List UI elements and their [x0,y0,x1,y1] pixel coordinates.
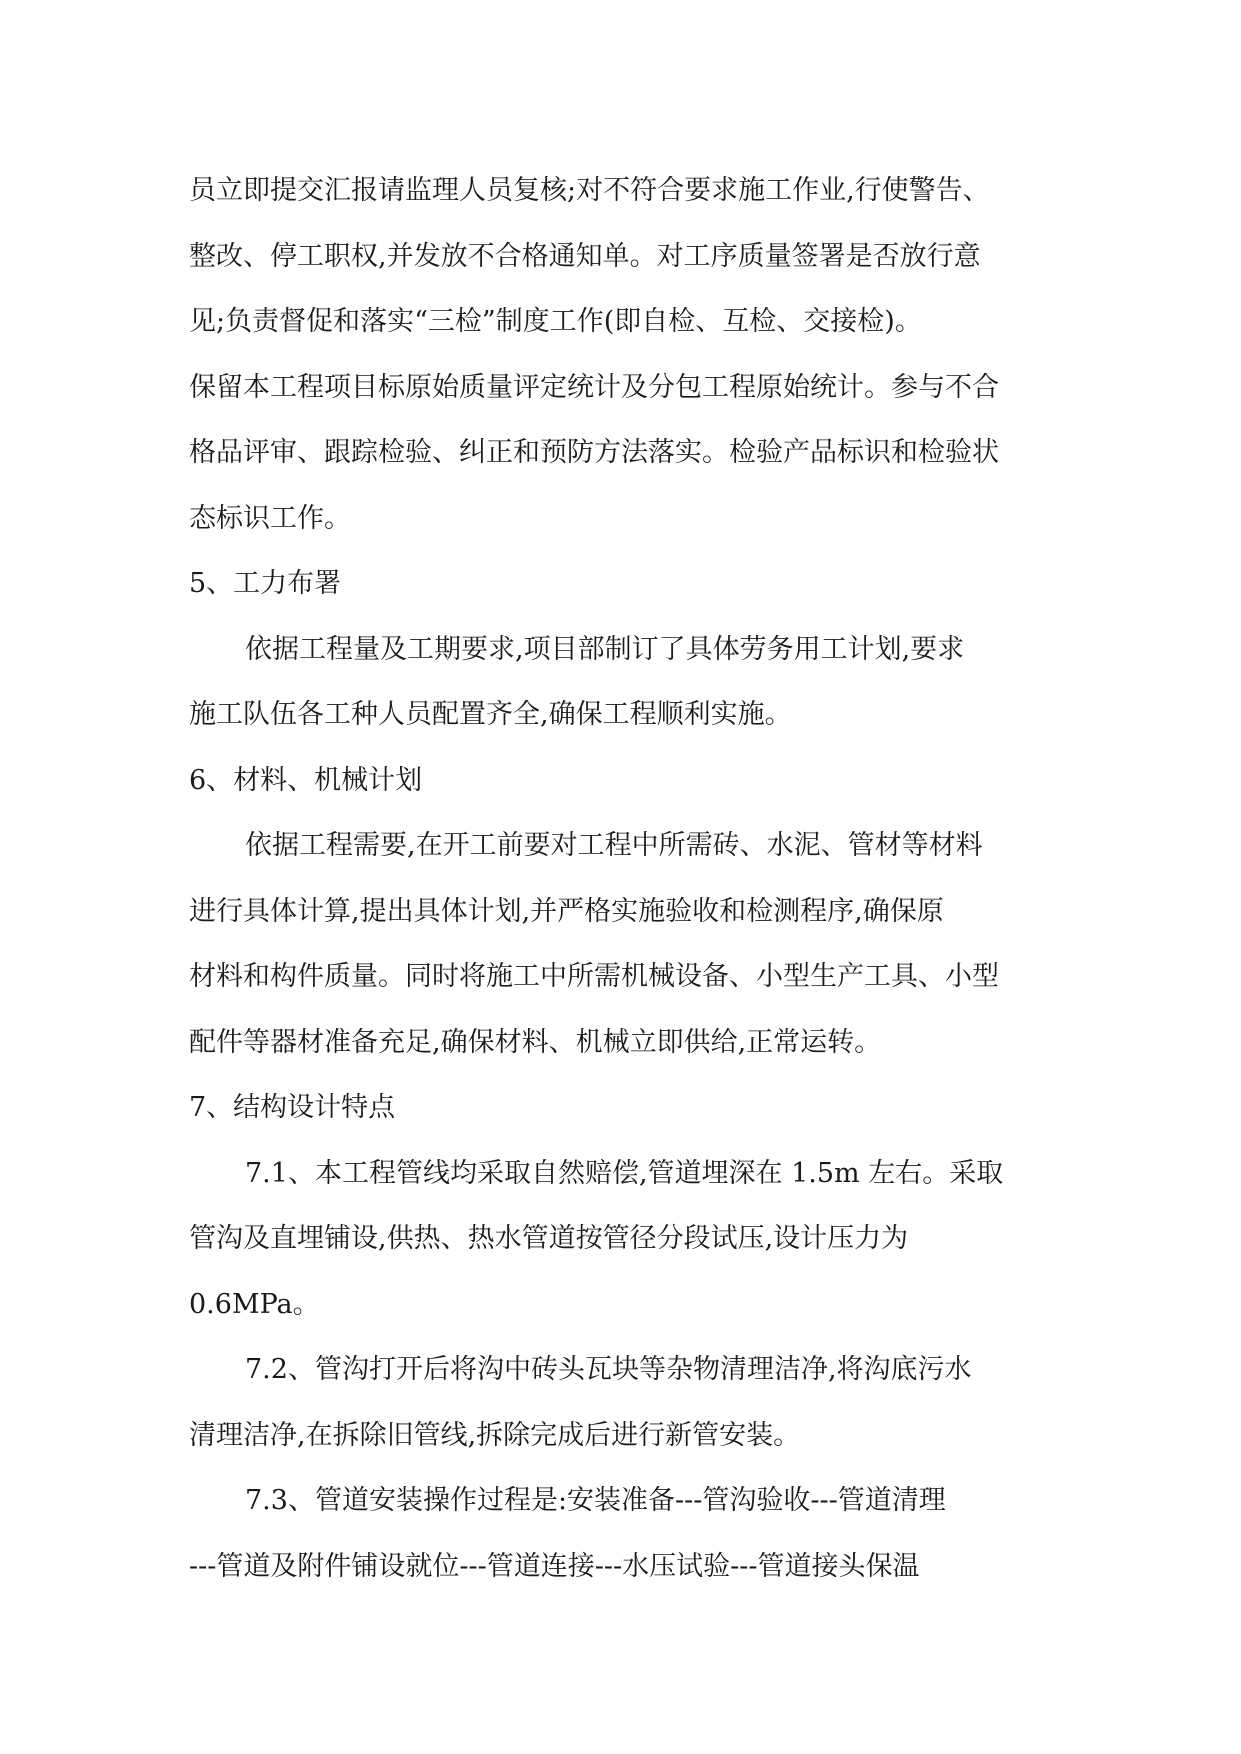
text-line: 格品评审、跟踪检验、纠正和预防方法落实。检验产品标识和检验状 [189,437,999,468]
text-line: 7.2、管沟打开后将沟中砖头瓦块等杂物清理洁净,将沟底污水 [245,1354,972,1385]
section-heading-7: 7、结构设计特点 [189,1092,396,1123]
text-line: 态标识工作。 [189,502,351,534]
text-line: 7.3、管道安装操作过程是:安装准备---管沟验收---管道清理 [245,1485,946,1516]
text-line: 清理洁净,在拆除旧管线,拆除完成后进行新管安装。 [189,1419,801,1451]
text-line: 见;负责督促和落实“三检”制度工作(即自检、互检、交接检)。 [189,306,922,337]
document-body [189,158,1059,1599]
text-line: 0.6MPa。 [189,1288,320,1320]
text-line: 管沟及直埋铺设,供热、热水管道按管径分段试压,设计压力为 [189,1223,909,1254]
section-heading-5: 5、工力布署 [189,568,342,599]
text-line: 材料和构件质量。同时将施工中所需机械设备、小型生产工具、小型 [189,961,999,992]
section-heading-6: 6、材料、机械计划 [189,764,423,796]
text-line: 整改、停工职权,并发放不合格通知单。对工序质量签署是否放行意 [189,240,981,272]
text-line: 依据工程量及工期要求,项目部制订了具体劳务用工计划,要求 [245,633,965,665]
text-line: 7.1、本工程管线均采取自然赔偿,管道埋深在 1.5m 左右。采取 [245,1157,1004,1189]
text-line: 员立即提交汇报请监理人员复核;对不符合要求施工作业,行使警告、 [189,175,990,206]
text-line: 配件等器材准备充足,确保材料、机械立即供给,正常运转。 [189,1026,882,1058]
text-line: ---管道及附件铺设就位---管道连接---水压试验---管道接头保温 [189,1550,920,1582]
text-line: 进行具体计算,提出具体计划,并严格实施验收和检测程序,确保原 [189,895,944,927]
text-line: 施工队伍各工种人员配置齐全,确保工程顺利实施。 [189,699,792,730]
text-line: 依据工程需要,在开工前要对工程中所需砖、水泥、管材等材料 [245,830,983,861]
text-line: 保留本工程项目标原始质量评定统计及分包工程原始统计。参与不合 [189,371,999,403]
